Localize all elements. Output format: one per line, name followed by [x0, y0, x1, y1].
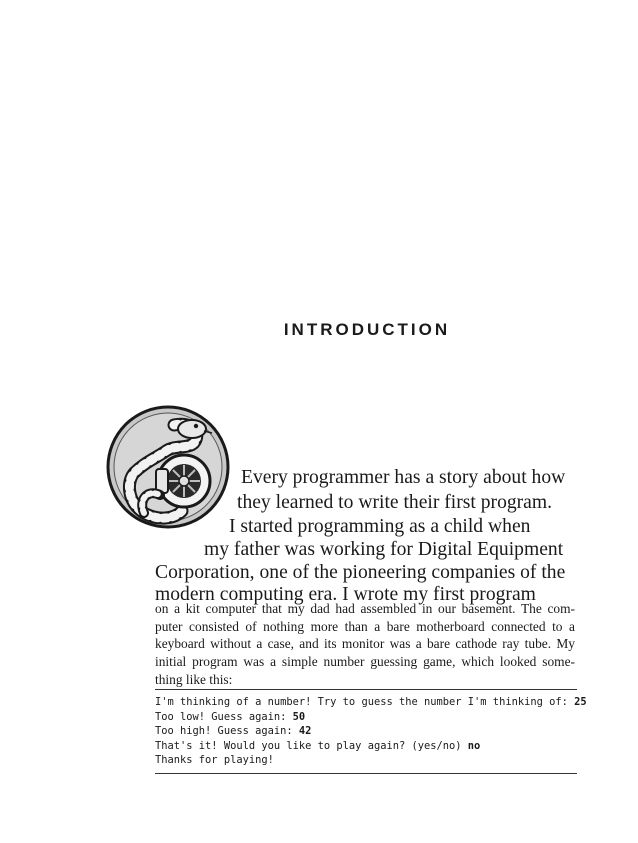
code-output: Too high! Guess again: — [155, 725, 299, 738]
chapter-title: INTRODUCTION — [283, 320, 451, 339]
code-output: That's it! Would you like to play again? (yes/no) — [155, 739, 468, 752]
code-user-input: 50 — [292, 710, 306, 723]
code-listing — [155, 689, 587, 774]
code-line — [155, 753, 577, 768]
code-user-input: 42 — [298, 725, 312, 738]
code-user-input: no — [467, 739, 481, 752]
body-line: keyboard without a case, and its monitor was a bare cathode ray tube. My — [155, 636, 575, 652]
body-paragraph — [155, 600, 575, 689]
body-line: initial program was a simple number guessing game, which looked some- — [155, 654, 575, 670]
opening-line: I started programming as a child when — [229, 516, 531, 537]
body-line: puter consisted of nothing more than a bare motherboard connected to a — [155, 618, 575, 634]
opening-line: modern computing era. I wrote my first program — [155, 584, 536, 605]
code-line — [155, 695, 587, 710]
opening-line: my father was working for Digital Equipment — [204, 539, 564, 560]
opening-line: Corporation, one of the pioneering companies of the — [155, 562, 566, 583]
opening-line: they learned to write their first program. — [237, 492, 553, 513]
code-line — [155, 710, 577, 725]
body-line: on a kit computer that my dad had assembled in our basement. The com- — [155, 601, 575, 616]
code-user-input: 25 — [574, 696, 587, 708]
code-output: I'm thinking of a number! Try to guess the number I'm thinking of: — [155, 696, 575, 708]
code-line — [155, 724, 577, 739]
body-line: thing like this: — [155, 671, 233, 687]
code-line — [155, 739, 577, 754]
code-output: Thanks for playing! — [155, 754, 274, 767]
code-output: Too low! Guess again: — [155, 710, 293, 723]
python-snake-emblem — [104, 403, 232, 531]
opening-line: Every programmer has a story about how — [241, 467, 566, 488]
